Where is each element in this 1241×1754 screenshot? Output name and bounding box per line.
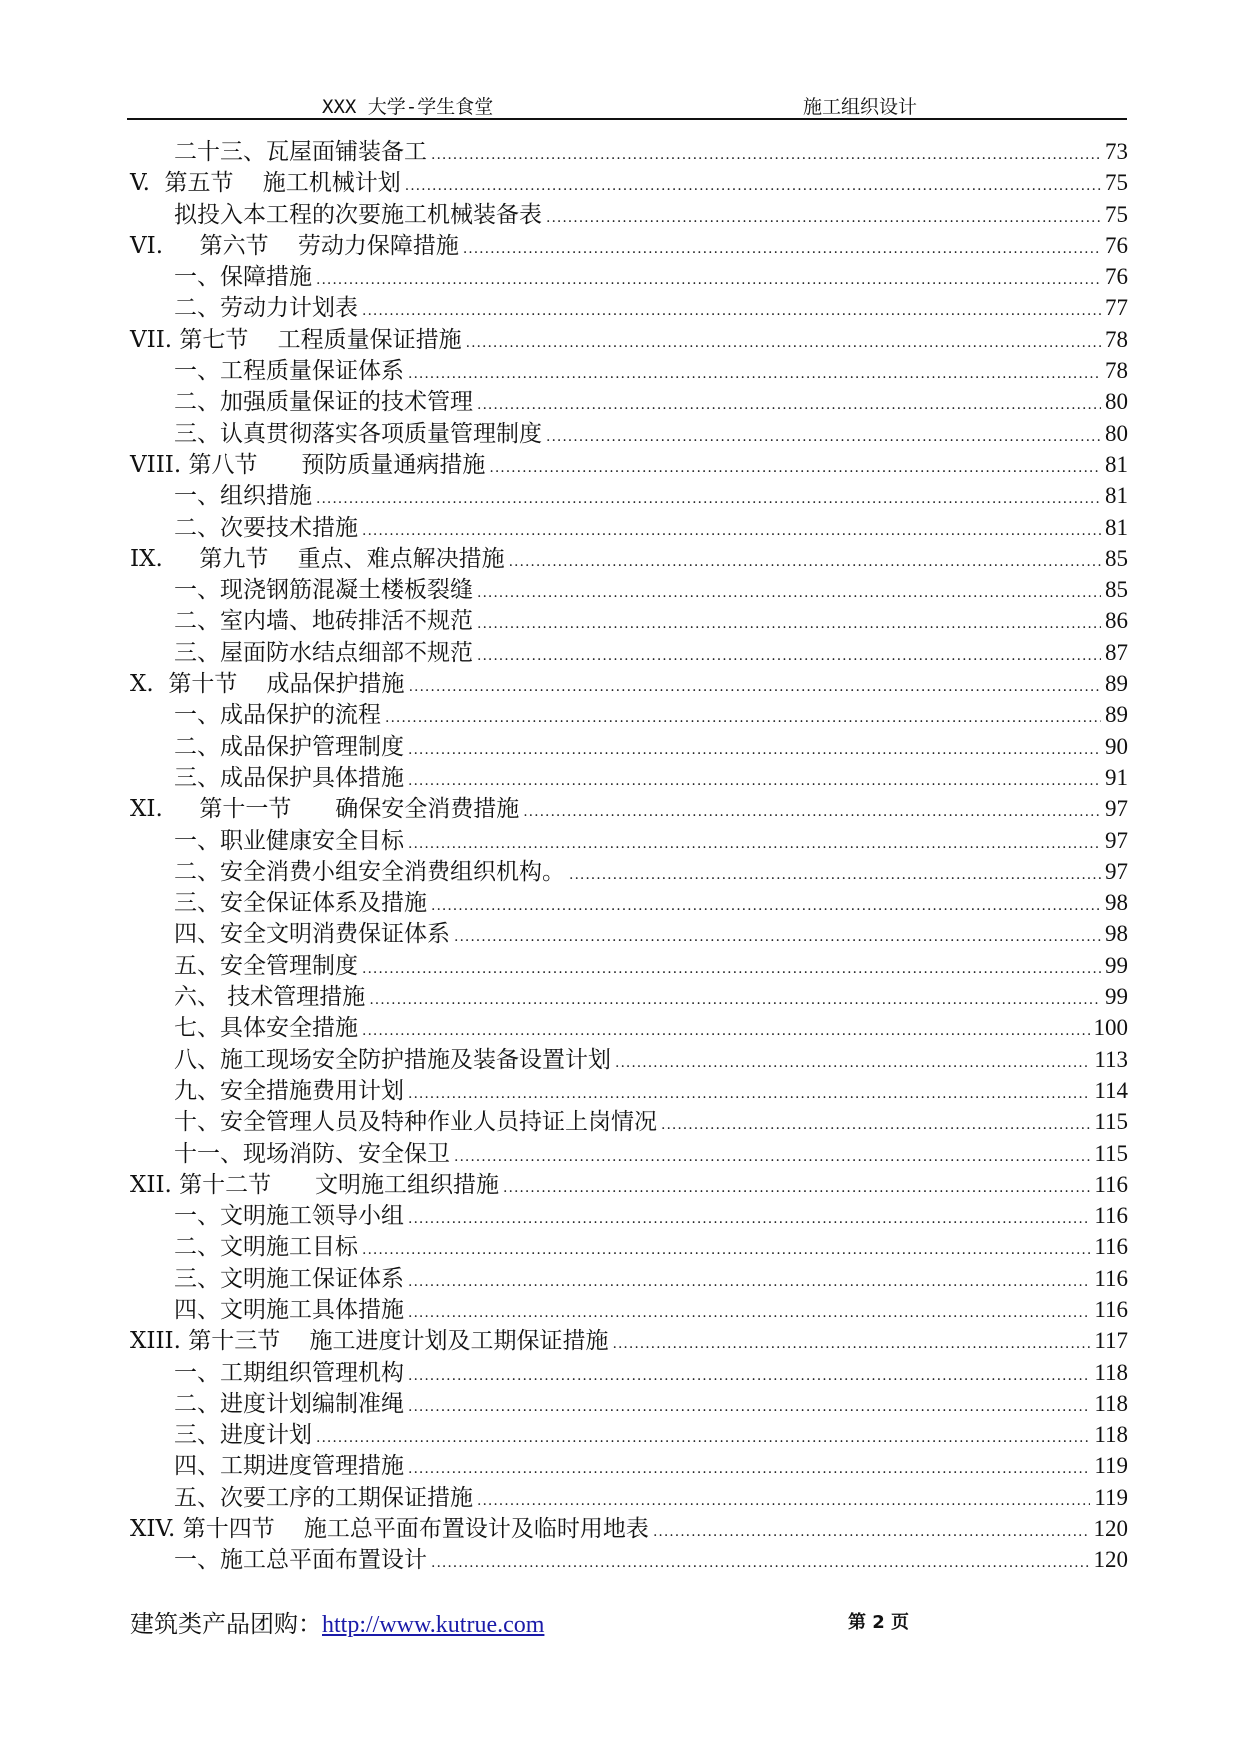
toc-subsection-entry[interactable]	[130, 981, 1128, 1012]
toc-section-entry[interactable]	[130, 543, 1128, 574]
toc-entry-title: 第八节 预防质量通病措施	[188, 451, 486, 478]
toc-entry-spacer	[175, 1514, 182, 1545]
toc-leader-dots	[454, 1142, 1090, 1173]
toc-section-entry[interactable]	[130, 1169, 1128, 1200]
toc-entry-page: 120	[1093, 1547, 1128, 1573]
toc-leader-dots	[477, 609, 1101, 640]
toc-leader-dots	[408, 1361, 1090, 1392]
toc-subsection-entry[interactable]	[130, 261, 1128, 292]
toc-subsection-entry[interactable]	[130, 1294, 1128, 1325]
toc-entry-title: 七、具体安全措施	[174, 1015, 358, 1042]
toc-entry-page: 78	[1105, 358, 1128, 384]
toc-entry-page: 85	[1105, 577, 1128, 603]
toc-leader-dots	[408, 1079, 1090, 1110]
toc-entry-title: 二、室内墙、地砖排活不规范	[174, 608, 473, 635]
toc-entry-title: 五、次要工序的工期保证措施	[174, 1484, 473, 1511]
toc-entry-page: 76	[1105, 264, 1128, 290]
toc-subsection-entry[interactable]	[130, 918, 1128, 949]
toc-entry-spacer	[163, 231, 200, 262]
toc-subsection-entry[interactable]	[130, 1388, 1128, 1419]
toc-entry-title: 一、成品保护的流程	[174, 702, 381, 729]
toc-leader-dots	[503, 1173, 1090, 1204]
toc-entry-number: XIII.	[130, 1328, 181, 1355]
toc-entry-title: 四、文明施工具体措施	[174, 1296, 404, 1323]
toc-entry-title: 第十二节 文明施工组织措施	[179, 1171, 500, 1198]
toc-entry-spacer	[172, 1170, 179, 1201]
toc-leader-dots	[454, 922, 1101, 953]
toc-entry-title: 二、成品保护管理制度	[174, 733, 404, 760]
toc-leader-dots	[362, 1016, 1090, 1047]
toc-leader-dots	[477, 390, 1101, 421]
toc-leader-dots	[509, 547, 1101, 578]
toc-entry-title: 二十三、瓦屋面铺装备工	[174, 139, 427, 165]
toc-entry-title: 二、文明施工目标	[174, 1234, 358, 1261]
toc-subsection-entry[interactable]	[130, 574, 1128, 605]
toc-entry-spacer	[150, 168, 165, 199]
toc-entry-number: XII.	[130, 1171, 172, 1198]
toc-subsection-entry[interactable]	[130, 1263, 1128, 1294]
page-header	[127, 86, 1127, 120]
toc-entry-page: 89	[1105, 671, 1128, 697]
toc-entry-title: 十一、现场消防、安全保卫	[174, 1140, 450, 1167]
table-of-contents	[130, 136, 1128, 1576]
toc-entry-title: 一、职业健康安全目标	[174, 827, 404, 854]
toc-entry-title: 第十节 成品保护措施	[168, 671, 405, 698]
toc-entry-page: 113	[1094, 1046, 1128, 1072]
page-number: 第 2 页	[848, 1612, 910, 1633]
toc-section-entry[interactable]	[130, 324, 1128, 355]
toc-entry-page: 86	[1105, 608, 1128, 634]
toc-leader-dots	[408, 735, 1101, 766]
toc-leader-dots	[477, 1486, 1090, 1517]
toc-entry-page: 91	[1105, 764, 1128, 790]
toc-entry-page: 99	[1105, 984, 1128, 1010]
toc-entry-title: 三、文明施工保证体系	[174, 1265, 404, 1292]
toc-entry-page: 97	[1105, 858, 1128, 884]
toc-subsection-entry[interactable]	[130, 605, 1128, 636]
toc-subsection-entry[interactable]	[130, 731, 1128, 762]
toc-leader-dots	[523, 797, 1101, 828]
toc-entry-title: 一、组织措施	[174, 483, 312, 510]
toc-entry-title: 第九节 重点、难点解决措施	[199, 545, 505, 572]
toc-entry-page: 118	[1094, 1422, 1128, 1448]
toc-leader-dots	[661, 1110, 1090, 1141]
toc-entry-title: 第六节 劳动力保障措施	[199, 232, 459, 259]
toc-subsection-entry[interactable]	[130, 292, 1128, 323]
toc-entry-title: 三、认真贯彻落实各项质量管理制度	[174, 420, 542, 447]
toc-leader-dots	[463, 234, 1101, 265]
toc-section-entry[interactable]	[130, 1325, 1128, 1356]
toc-subsection-entry[interactable]	[130, 1231, 1128, 1262]
toc-entry-page: 98	[1105, 921, 1128, 947]
toc-entry-page: 90	[1105, 733, 1128, 759]
toc-entry-spacer	[163, 794, 200, 825]
toc-entry-page: 100	[1093, 1015, 1128, 1041]
toc-subsection-entry[interactable]	[130, 887, 1128, 918]
toc-leader-dots	[385, 703, 1101, 734]
toc-leader-dots	[408, 359, 1101, 390]
toc-entry-page: 80	[1105, 420, 1128, 446]
toc-subsection-entry[interactable]	[130, 1357, 1128, 1388]
toc-entry-title: 第十一节 确保安全消费措施	[199, 796, 520, 823]
toc-leader-dots	[369, 985, 1101, 1016]
toc-subsection-entry[interactable]	[130, 1044, 1128, 1075]
toc-entry-title: 四、安全文明消费保证体系	[174, 921, 450, 948]
toc-subsection-entry[interactable]	[130, 199, 1128, 230]
toc-subsection-entry[interactable]	[130, 637, 1128, 668]
toc-leader-dots	[615, 1048, 1090, 1079]
toc-section-entry[interactable]	[130, 1513, 1128, 1544]
toc-entry-page: 116	[1094, 1171, 1128, 1197]
toc-entry-number: X.	[130, 671, 154, 698]
toc-subsection-entry[interactable]	[130, 355, 1128, 386]
toc-entry-page: 115	[1094, 1140, 1128, 1166]
toc-entry-number: XI.	[130, 796, 163, 823]
toc-entry-title: 第五节 施工机械计划	[164, 170, 401, 197]
toc-entry-page: 77	[1105, 295, 1128, 321]
toc-leader-dots	[431, 140, 1101, 171]
toc-subsection-entry[interactable]	[130, 386, 1128, 417]
toc-entry-page: 97	[1105, 796, 1128, 822]
toc-leader-dots	[569, 860, 1101, 891]
toc-entry-page: 87	[1105, 639, 1128, 665]
toc-leader-dots	[408, 1204, 1090, 1235]
toc-leader-dots	[431, 1548, 1090, 1579]
toc-entry-title: 一、施工总平面布置设计	[174, 1547, 427, 1574]
toc-entry-page: 78	[1105, 326, 1128, 352]
toc-entry-page: 115	[1094, 1109, 1128, 1135]
toc-entry-page: 80	[1105, 389, 1128, 415]
toc-entry-title: 三、进度计划	[174, 1422, 312, 1449]
toc-subsection-entry[interactable]	[130, 1544, 1128, 1575]
toc-entry-page: 116	[1094, 1234, 1128, 1260]
toc-entry-number: IX.	[130, 545, 163, 572]
header-project-name: XXX 大学-学生食堂	[322, 96, 494, 118]
toc-entry-title: 一、保障措施	[174, 264, 312, 291]
toc-entry-page: 118	[1094, 1359, 1128, 1385]
toc-leader-dots	[477, 578, 1101, 609]
toc-entry-page: 81	[1105, 514, 1128, 540]
toc-entry-spacer	[172, 325, 179, 356]
toc-section-entry[interactable]	[130, 668, 1128, 699]
toc-section-entry[interactable]	[130, 230, 1128, 261]
toc-entry-number: XIV.	[130, 1516, 176, 1543]
toc-entry-page: 97	[1105, 827, 1128, 853]
toc-entry-title: 三、屋面防水结点细部不规范	[174, 639, 473, 666]
toc-entry-page: 98	[1105, 890, 1128, 916]
toc-entry-page: 114	[1094, 1077, 1128, 1103]
toc-leader-dots	[316, 1423, 1090, 1454]
toc-entry-spacer	[154, 669, 169, 700]
toc-subsection-entry[interactable]	[130, 699, 1128, 730]
toc-entry-number: V.	[130, 170, 150, 197]
toc-leader-dots	[546, 203, 1101, 234]
toc-entry-title: 二、安全消费小组安全消费组织机构。	[174, 858, 565, 885]
toc-leader-dots	[316, 484, 1101, 515]
toc-entry-title: 二、次要技术措施	[174, 514, 358, 541]
toc-leader-dots	[408, 766, 1101, 797]
toc-leader-dots	[408, 1298, 1090, 1329]
toc-entry-page: 81	[1105, 483, 1128, 509]
toc-entry-page: 120	[1093, 1516, 1128, 1542]
toc-section-entry[interactable]	[130, 793, 1128, 824]
toc-subsection-entry[interactable]	[130, 512, 1128, 543]
toc-entry-page: 75	[1105, 170, 1128, 196]
toc-entry-title: 一、现浇钢筋混凝土楼板裂缝	[174, 577, 473, 604]
toc-leader-dots	[362, 296, 1101, 327]
toc-subsection-entry[interactable]	[130, 1450, 1128, 1481]
toc-entry-title: 一、工程质量保证体系	[174, 358, 404, 385]
toc-entry-page: 117	[1094, 1328, 1128, 1354]
toc-entry-page: 85	[1105, 545, 1128, 571]
toc-subsection-entry[interactable]	[130, 418, 1128, 449]
toc-entry-title: 第十四节 施工总平面布置设计及临时用地表	[182, 1516, 649, 1543]
toc-entry-page: 75	[1105, 201, 1128, 227]
toc-entry-title: 九、安全措施费用计划	[174, 1077, 404, 1104]
toc-entry-title: 二、加强质量保证的技术管理	[174, 389, 473, 416]
toc-subsection-entry[interactable]	[130, 950, 1128, 981]
footer-link[interactable]: http://www.kutrue.com	[322, 1612, 545, 1638]
toc-subsection-entry[interactable]	[130, 825, 1128, 856]
toc-entry-page: 116	[1094, 1203, 1128, 1229]
toc-leader-dots	[431, 891, 1101, 922]
toc-entry-page: 81	[1105, 451, 1128, 477]
page-footer	[130, 1604, 1130, 1644]
toc-entry-spacer	[181, 1326, 188, 1357]
toc-section-entry[interactable]	[130, 449, 1128, 480]
toc-subsection-entry[interactable]	[130, 480, 1128, 511]
toc-entry-page: 118	[1094, 1390, 1128, 1416]
toc-entry-title: 三、成品保护具体措施	[174, 764, 404, 791]
toc-entry-page: 73	[1105, 139, 1128, 164]
toc-subsection-entry[interactable]	[130, 1200, 1128, 1231]
toc-subsection-entry[interactable]	[130, 762, 1128, 793]
toc-entry-title: 三、安全保证体系及措施	[174, 890, 427, 917]
toc-entry-spacer	[163, 544, 200, 575]
toc-entry-title: 第十三节 施工进度计划及工期保证措施	[188, 1328, 609, 1355]
toc-leader-dots	[489, 453, 1101, 484]
toc-entry-page: 119	[1094, 1484, 1128, 1510]
toc-leader-dots	[409, 672, 1101, 703]
toc-leader-dots	[466, 328, 1101, 359]
toc-subsection-entry[interactable]	[130, 136, 1128, 167]
toc-entry-title: 一、工期组织管理机构	[174, 1359, 404, 1386]
toc-entry-title: 一、文明施工领导小组	[174, 1203, 404, 1230]
toc-subsection-entry[interactable]	[130, 1012, 1128, 1043]
toc-entry-title: 二、劳动力计划表	[174, 295, 358, 322]
toc-entry-title: 二、进度计划编制准绳	[174, 1390, 404, 1417]
toc-entry-page: 116	[1094, 1296, 1128, 1322]
toc-leader-dots	[477, 641, 1101, 672]
toc-subsection-entry[interactable]	[130, 1138, 1128, 1169]
toc-entry-number: VIII.	[130, 451, 182, 478]
toc-leader-dots	[362, 1235, 1090, 1266]
footer-label: 建筑类产品团购：	[130, 1610, 322, 1638]
toc-subsection-entry[interactable]	[130, 1106, 1128, 1137]
toc-entry-number: VI.	[130, 232, 164, 259]
toc-leader-dots	[546, 422, 1101, 453]
toc-entry-title: 第七节 工程质量保证措施	[179, 326, 462, 353]
footer-text	[130, 1604, 544, 1639]
toc-leader-dots	[408, 829, 1101, 860]
toc-leader-dots	[316, 265, 1101, 296]
toc-entry-title: 拟投入本工程的次要施工机械装备表	[174, 201, 542, 228]
toc-entry-number: VII.	[130, 326, 173, 353]
toc-entry-title: 六、 技术管理措施	[174, 984, 366, 1011]
toc-leader-dots	[408, 1267, 1090, 1298]
toc-entry-title: 四、工期进度管理措施	[174, 1453, 404, 1480]
toc-section-entry[interactable]	[130, 167, 1128, 198]
toc-leader-dots	[405, 171, 1101, 202]
toc-subsection-entry[interactable]	[130, 856, 1128, 887]
toc-subsection-entry[interactable]	[130, 1075, 1128, 1106]
toc-leader-dots	[408, 1392, 1090, 1423]
toc-entry-title: 五、安全管理制度	[174, 952, 358, 979]
toc-entry-page: 119	[1094, 1453, 1128, 1479]
toc-leader-dots	[653, 1517, 1090, 1548]
header-document-type: 施工组织设计	[803, 96, 918, 118]
toc-entry-title: 十、安全管理人员及特种作业人员持证上岗情况	[174, 1109, 657, 1136]
toc-leader-dots	[408, 1454, 1090, 1485]
toc-entry-page: 89	[1105, 702, 1128, 728]
toc-subsection-entry[interactable]	[130, 1419, 1128, 1450]
toc-leader-dots	[613, 1329, 1091, 1360]
toc-entry-page: 76	[1105, 232, 1128, 258]
toc-entry-title: 八、施工现场安全防护措施及装备设置计划	[174, 1046, 611, 1073]
toc-entry-page: 99	[1105, 952, 1128, 978]
toc-entry-page: 116	[1094, 1265, 1128, 1291]
toc-leader-dots	[362, 954, 1101, 985]
toc-leader-dots	[362, 516, 1101, 547]
toc-subsection-entry[interactable]	[130, 1482, 1128, 1513]
toc-entry-spacer	[181, 450, 188, 481]
